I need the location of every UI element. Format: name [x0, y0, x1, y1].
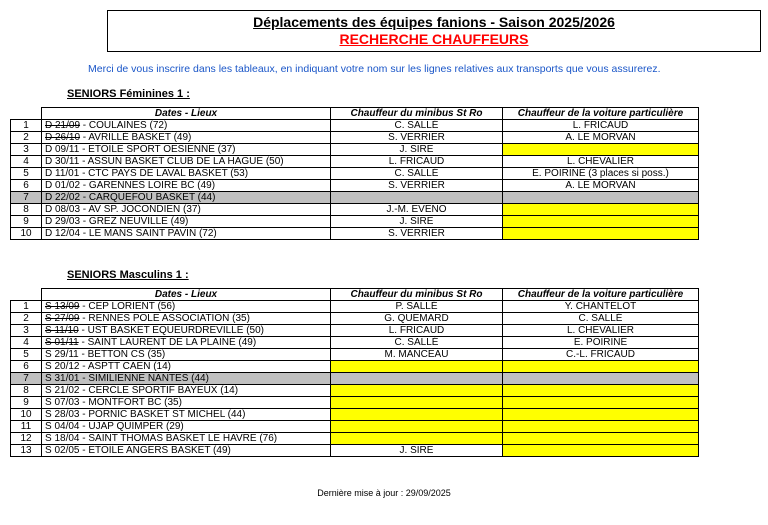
car-driver-cell[interactable] — [503, 192, 699, 204]
row-number: 3 — [11, 144, 42, 156]
row-number: 9 — [11, 397, 42, 409]
match-place: - MONTFORT BC (35) — [79, 397, 182, 408]
table-row — [11, 180, 699, 192]
minibus-driver-cell[interactable]: L. FRICAUD — [331, 325, 503, 337]
match-place: - UJAP QUIMPER (29) — [79, 421, 184, 432]
row-number: 5 — [11, 349, 42, 361]
match-place: - PORNIC BASKET ST MICHEL (44) — [79, 409, 246, 420]
row-number: 3 — [11, 325, 42, 337]
car-driver-cell[interactable] — [503, 361, 699, 373]
table-row — [11, 228, 699, 240]
section-title-masculins: SENIORS Masculins 1 : — [67, 269, 189, 281]
page-title: Déplacements des équipes fanions - Saison 2025/2026 — [253, 14, 615, 30]
table-row — [11, 168, 699, 180]
table-row — [11, 204, 699, 216]
match-date: D 09/11 — [45, 144, 80, 155]
footer-last-update: Dernière mise à jour : 29/09/2025 — [317, 488, 451, 498]
match-place: - SAINT THOMAS BASKET LE HAVRE (76) — [79, 433, 278, 444]
match-date-place — [42, 204, 331, 216]
title-box — [107, 10, 761, 52]
match-place: - SAINT LAURENT DE LA PLAINE (49) — [78, 337, 257, 348]
row-number: 12 — [11, 433, 42, 445]
match-place: - BETTON CS (35) — [78, 349, 166, 360]
car-driver-cell[interactable] — [503, 433, 699, 445]
table-row — [11, 120, 699, 132]
row-number: 10 — [11, 228, 42, 240]
row-number: 6 — [11, 180, 42, 192]
row-number: 9 — [11, 216, 42, 228]
feminines-table — [10, 107, 699, 240]
minibus-driver-cell[interactable]: C. SALLÉ — [331, 120, 503, 132]
minibus-driver-cell[interactable]: G. QUEMARD — [331, 313, 503, 325]
car-driver-cell[interactable] — [503, 385, 699, 397]
table-row — [11, 144, 699, 156]
row-number: 7 — [11, 192, 42, 204]
car-driver-cell[interactable]: L. CHEVALIER — [503, 156, 699, 168]
match-date: D 22/02 — [45, 192, 81, 203]
minibus-driver-cell[interactable]: C. SALLÉ — [331, 168, 503, 180]
match-date: S 28/03 — [45, 409, 80, 420]
match-date-place — [42, 156, 331, 168]
minibus-driver-cell[interactable]: P. SALLÉ — [331, 301, 503, 313]
minibus-driver-cell[interactable] — [331, 421, 503, 433]
car-driver-cell[interactable]: L. FRICAUD — [503, 120, 699, 132]
table-row — [11, 156, 699, 168]
match-date: S 18/04 — [45, 433, 80, 444]
intro-text: Merci de vous inscrire dans les tableaux, en indiquant votre nom sur les lignes relatives aux transports que vous assurerez. — [88, 63, 661, 75]
table-row — [11, 337, 699, 349]
match-date-place — [42, 361, 331, 373]
minibus-driver-cell[interactable]: S. VERRIER — [331, 228, 503, 240]
match-date: S 20/12 — [45, 361, 80, 372]
table-row — [11, 192, 699, 204]
masculins-table-body — [11, 301, 699, 457]
table-row — [11, 301, 699, 313]
minibus-driver-cell[interactable] — [331, 361, 503, 373]
match-date-place — [42, 313, 331, 325]
row-number: 1 — [11, 301, 42, 313]
car-driver-cell[interactable]: A. LE MORVAN — [503, 132, 699, 144]
match-date-place — [42, 325, 331, 337]
minibus-driver-cell[interactable]: J. SIRE — [331, 445, 503, 457]
match-date-place — [42, 337, 331, 349]
minibus-driver-cell[interactable]: J. SIRE — [331, 216, 503, 228]
car-driver-cell[interactable] — [503, 397, 699, 409]
minibus-driver-cell[interactable] — [331, 397, 503, 409]
table-row — [11, 132, 699, 144]
table-row — [11, 385, 699, 397]
row-number: 7 — [11, 373, 42, 385]
car-driver-cell[interactable] — [503, 409, 699, 421]
row-number: 4 — [11, 337, 42, 349]
match-place: - RENNES POLE ASSOCIATION (35) — [79, 313, 250, 324]
match-date: S 27/09 — [45, 313, 80, 324]
match-place: - UST BASKET EQUEURDREVILLE (50) — [78, 325, 264, 336]
table-row — [11, 361, 699, 373]
match-date: S 07/03 — [45, 397, 80, 408]
minibus-driver-cell[interactable]: S. VERRIER — [331, 180, 503, 192]
match-date: S 04/04 — [45, 421, 80, 432]
header-dates: Dates - Lieux — [42, 108, 331, 120]
car-driver-cell[interactable] — [503, 204, 699, 216]
row-number: 4 — [11, 156, 42, 168]
match-date: S 11/10 — [45, 325, 79, 336]
match-place: - ETOILE SPORT OESIENNE (37) — [79, 144, 236, 155]
table-row — [11, 373, 699, 385]
match-place: - LE MANS SAINT PAVIN (72) — [80, 228, 217, 239]
header-dates: Dates - Lieux — [42, 289, 331, 301]
minibus-driver-cell[interactable]: J. SIRE — [331, 144, 503, 156]
masculins-table — [10, 288, 699, 457]
table-row — [11, 313, 699, 325]
match-date: D 30/11 — [45, 156, 80, 167]
row-number: 13 — [11, 445, 42, 457]
table-row — [11, 445, 699, 457]
row-number: 11 — [11, 421, 42, 433]
row-number: 2 — [11, 313, 42, 325]
match-place: - COULAINES (72) — [80, 120, 168, 131]
match-place: - AVRILLÉ BASKET (49) — [80, 132, 192, 143]
car-driver-cell[interactable]: C. SALLÉ — [503, 313, 699, 325]
match-place: - GREZ NEUVILLE (49) — [80, 216, 189, 227]
match-date: S 13/09 — [45, 301, 80, 312]
header-minibus: Chauffeur du minibus St Ro — [331, 289, 503, 301]
section-title-feminines: SENIORS Féminines 1 : — [67, 88, 190, 100]
match-date-place — [42, 433, 331, 445]
match-place: - ETOILE ANGERS BASKET (49) — [79, 445, 231, 456]
minibus-driver-cell[interactable]: L. FRICAUD — [331, 156, 503, 168]
minibus-driver-cell[interactable] — [331, 192, 503, 204]
match-date-place — [42, 397, 331, 409]
match-date: D 11/01 — [45, 168, 80, 179]
header-blank — [11, 108, 42, 120]
header-minibus: Chauffeur du minibus St Ro — [331, 108, 503, 120]
match-date-place — [42, 132, 331, 144]
minibus-driver-cell[interactable] — [331, 385, 503, 397]
match-date-place — [42, 228, 331, 240]
match-date: S 01/11 — [45, 337, 79, 348]
match-date-place — [42, 373, 331, 385]
match-place: - CERCLE SPORTIF BAYEUX (14) — [79, 385, 239, 396]
table-row — [11, 409, 699, 421]
row-number: 8 — [11, 385, 42, 397]
minibus-driver-cell[interactable] — [331, 409, 503, 421]
match-date: D 08/03 — [45, 204, 81, 215]
row-number: 10 — [11, 409, 42, 421]
car-driver-cell[interactable] — [503, 144, 699, 156]
table-row — [11, 421, 699, 433]
match-date-place — [42, 120, 331, 132]
match-date-place — [42, 421, 331, 433]
row-number: 8 — [11, 204, 42, 216]
match-date-place — [42, 385, 331, 397]
match-date: S 29/11 — [45, 349, 79, 360]
minibus-driver-cell[interactable] — [331, 433, 503, 445]
car-driver-cell[interactable]: E. POIRINE (3 places si poss.) — [503, 168, 699, 180]
header-voiture: Chauffeur de la voiture particulière — [503, 108, 699, 120]
header-blank — [11, 289, 42, 301]
minibus-driver-cell[interactable] — [331, 373, 503, 385]
match-date-place — [42, 216, 331, 228]
match-date: S 02/05 — [45, 445, 80, 456]
match-place: - SIMILIENNE NANTES (44) — [79, 373, 209, 384]
match-place: - ASPTT CAEN (14) — [79, 361, 171, 372]
match-date-place — [42, 180, 331, 192]
match-place: - CEP LORIENT (56) — [79, 301, 176, 312]
table-row — [11, 397, 699, 409]
table-row — [11, 433, 699, 445]
car-driver-cell[interactable] — [503, 445, 699, 457]
match-date: D 26/10 — [45, 132, 81, 143]
match-date: D 01/02 — [45, 180, 81, 191]
row-number: 5 — [11, 168, 42, 180]
row-number: 1 — [11, 120, 42, 132]
minibus-driver-cell[interactable]: C. SALLÉ — [331, 337, 503, 349]
car-driver-cell[interactable] — [503, 216, 699, 228]
match-place: - CARQUEFOU BASKET (44) — [80, 192, 216, 203]
match-date: D 12/04 — [45, 228, 81, 239]
page-subtitle: RECHERCHE CHAUFFEURS — [339, 31, 529, 47]
car-driver-cell[interactable]: L. CHEVALIER — [503, 325, 699, 337]
match-date-place — [42, 144, 331, 156]
match-place: - CTC PAYS DE LAVAL BASKET (53) — [79, 168, 249, 179]
match-place: - AV SP. JOCONDIEN (37) — [80, 204, 201, 215]
car-driver-cell[interactable] — [503, 421, 699, 433]
car-driver-cell[interactable]: Y. CHANTELOT — [503, 301, 699, 313]
car-driver-cell[interactable] — [503, 228, 699, 240]
match-date: D 29/03 — [45, 216, 81, 227]
match-date: S 31/01 — [45, 373, 80, 384]
minibus-driver-cell[interactable]: J.-M. EVENO — [331, 204, 503, 216]
match-date-place — [42, 409, 331, 421]
match-date: S 21/02 — [45, 385, 80, 396]
car-driver-cell[interactable]: A. LE MORVAN — [503, 180, 699, 192]
car-driver-cell[interactable] — [503, 373, 699, 385]
car-driver-cell[interactable]: E. POIRINE — [503, 337, 699, 349]
match-date-place — [42, 445, 331, 457]
row-number: 6 — [11, 361, 42, 373]
table-row — [11, 349, 699, 361]
match-place: - ASSUN BASKET CLUB DE LA HAGUE (50) — [79, 156, 284, 167]
match-place: - GARENNES LOIRE BC (49) — [80, 180, 216, 191]
row-number: 2 — [11, 132, 42, 144]
minibus-driver-cell[interactable]: M. MANCEAU — [331, 349, 503, 361]
match-date-place — [42, 168, 331, 180]
car-driver-cell[interactable]: C.-L. FRICAUD — [503, 349, 699, 361]
match-date-place — [42, 192, 331, 204]
match-date-place — [42, 301, 331, 313]
table-row — [11, 216, 699, 228]
match-date: D 21/09 — [45, 120, 81, 131]
match-date-place — [42, 349, 331, 361]
table-row — [11, 325, 699, 337]
minibus-driver-cell[interactable]: S. VERRIER — [331, 132, 503, 144]
feminines-table-body — [11, 120, 699, 240]
header-voiture: Chauffeur de la voiture particulière — [503, 289, 699, 301]
